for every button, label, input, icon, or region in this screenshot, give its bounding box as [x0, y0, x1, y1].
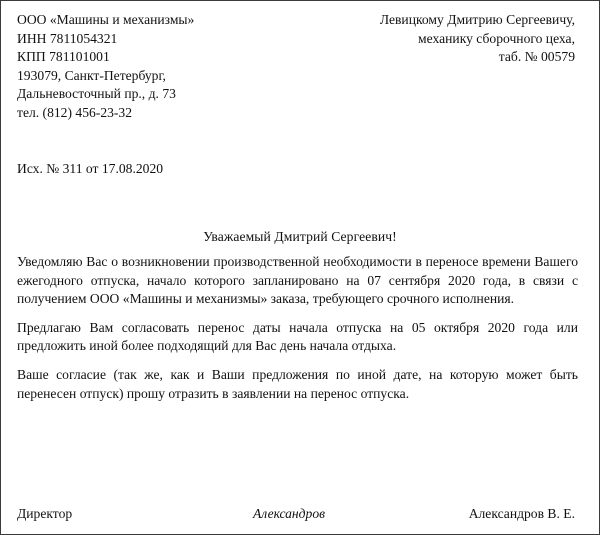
- outgoing-reference: Исх. № 311 от 17.08.2020: [17, 161, 164, 176]
- recipient-name: Левицкому Дмитрию Сергеевичу,: [379, 12, 575, 27]
- recipient-tab-number: таб. № 00579: [498, 49, 575, 64]
- sender-address-city: 193079, Санкт-Петербург,: [17, 67, 166, 83]
- paragraph-consent: Ваше согласие (так же, как и Ваши предложения по иной дате, на которую может быть перенесен отпуск) прошу отразить в заявлении на перенос отпуска.: [17, 366, 578, 401]
- greeting: Уважаемый Дмитрий Сергеевич!: [203, 229, 397, 244]
- recipient-block: [380, 11, 575, 67]
- recipient-position: механику сборочного цеха,: [418, 30, 575, 46]
- sender-address-street: Дальневосточный пр., д. 73: [17, 86, 176, 101]
- handwritten-signature: Александров: [253, 506, 326, 521]
- signatory-name: Александров В. Е.: [468, 506, 575, 521]
- sender-kpp: КПП 781101001: [17, 49, 110, 64]
- signatory-title: Директор: [17, 506, 73, 521]
- sender-inn: ИНН 7811054321: [17, 30, 118, 46]
- sender-phone: тел. (812) 456-23-32: [17, 104, 133, 120]
- paragraph-notification: Уведомляю Вас о возникновении производственной необходимости в переносе времени Вашего ежегодного отпуска, начало которого запланировано на 07 сентября 2020 года, в связи с получением ООО «Машины и механизмы» заказа, требующего срочного исполнения.: [17, 254, 578, 307]
- paragraph-proposal: Предлагаю Вам согласовать перенос даты начала отпуска на 05 октября 2020 года или предложить иной более подходящий для Вас день начала отдыха.: [17, 319, 578, 354]
- letter-body: [17, 253, 578, 413]
- sender-block: [17, 11, 194, 122]
- sender-company: ООО «Машины и механизмы»: [17, 12, 195, 27]
